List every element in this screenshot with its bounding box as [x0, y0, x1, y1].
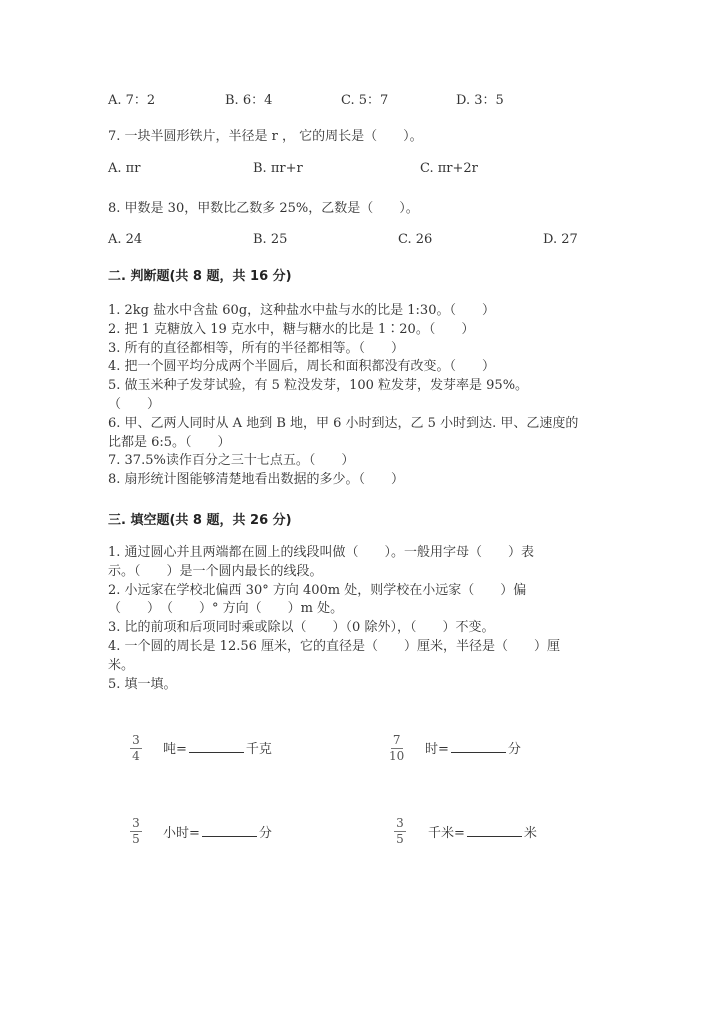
q6-option-b: B. 6：4: [225, 93, 273, 108]
q8-option-a: A. 24: [108, 232, 143, 247]
q6-option-c: C. 5：7: [341, 93, 389, 108]
fill-line: 3. 比的前项和后项同时乘或除以（ ）（0 除外），（ ）不变。: [108, 620, 495, 636]
judge-line: 1. 2kg 盐水中含盐 60g，这种盐水中盐与水的比是 1:30。（ ）: [108, 303, 495, 318]
fraction-3-5: [394, 817, 406, 846]
judge-line: 8. 扇形统计图能够清楚地看出数据的多少。（ ）: [108, 472, 405, 488]
answer-blank[interactable]: [467, 824, 522, 837]
q7-option-c: C. πr+2r: [420, 161, 478, 176]
answer-blank[interactable]: [189, 740, 244, 753]
fraction-3-4: [130, 734, 142, 763]
section3-title: 三. 填空题(共 8 题，共 26 分): [108, 513, 292, 528]
judge-line: 5. 做玉米种子发芽试验，有 5 粒没发芽，100 粒发芽，发芽率是 95%。: [108, 378, 529, 394]
numerator: 3: [132, 816, 140, 830]
numerator: 3: [396, 816, 404, 830]
section3-questions: [108, 544, 608, 694]
conversion-4: [428, 822, 537, 841]
q7-option-a: A. πr: [108, 161, 141, 176]
fill-line: 示。（ ）是一个圆内最长的线段。: [108, 563, 323, 579]
q6-option-a: A. 7：2: [108, 93, 156, 108]
q6-option-d: D. 3：5: [456, 93, 504, 108]
q8-stem: 8. 甲数是 30，甲数比乙数多 25%，乙数是（ ）。: [108, 201, 419, 216]
section2-title: 二. 判断题(共 8 题，共 16 分): [108, 269, 292, 284]
fill-line: 2. 小远家在学校北偏西 30° 方向 400m 处，则学校在小远家（ ）偏: [108, 582, 527, 598]
fraction-7-10: [389, 734, 404, 763]
conversion-3: [163, 822, 272, 841]
fill-line: 米。: [108, 657, 135, 673]
q7-stem: 7. 一块半圆形铁片，半径是 r ， 它的周长是（ ）。: [108, 129, 423, 144]
answer-blank[interactable]: [202, 824, 257, 837]
denominator: 10: [389, 749, 405, 763]
judge-line: 3. 所有的直径都相等，所有的半径都相等。（ ）: [108, 340, 405, 356]
judge-line: 比都是 6:5。（ ）: [108, 434, 231, 450]
conversion-1: [163, 738, 272, 757]
fraction-3-5: [130, 817, 142, 846]
fill-line: （ ） （ ）° 方向（ ）m 处。: [108, 601, 344, 617]
q8-option-b: B. 25: [253, 232, 288, 247]
unit: 千米=: [428, 826, 465, 841]
judge-line: （ ）: [108, 396, 161, 412]
denominator: 5: [396, 832, 404, 846]
judge-line: 4. 把一个圆平均分成两个半圆后，周长和面积都没有改变。（ ）: [108, 359, 496, 375]
section2-questions: [108, 302, 608, 490]
unit: 时=: [425, 742, 449, 757]
q8-option-c: C. 26: [398, 232, 433, 247]
fill-line: 1. 通过圆心并且两端都在圆上的线段叫做（ ）。一般用字母（ ）表: [108, 545, 535, 560]
judge-line: 2. 把 1 克糖放入 19 克水中，糖与糖水的比是 1∶20。（ ）: [108, 321, 475, 337]
target-unit: 分: [507, 742, 521, 757]
fill-line: 4. 一个圆的周长是 12.56 厘米，它的直径是（ ）厘米，半径是（ ）厘: [108, 638, 561, 654]
q8-option-d: D. 27: [543, 232, 578, 247]
fill-line: 5. 填一填。: [108, 676, 177, 692]
denominator: 5: [132, 832, 140, 846]
unit: 小时=: [163, 826, 200, 841]
target-unit: 分: [258, 826, 272, 841]
target-unit: 米: [523, 826, 537, 841]
judge-line: 6. 甲、乙两人同时从 A 地到 B 地，甲 6 小时到达，乙 5 小时到达. 甲、乙速度的: [108, 415, 579, 431]
unit: 吨=: [163, 742, 187, 757]
numerator: 3: [132, 733, 140, 747]
judge-line: 7. 37.5%读作百分之三十七点五。（ ）: [108, 453, 355, 469]
target-unit: 千克: [245, 742, 272, 757]
q7-option-b: B. πr+r: [253, 161, 303, 176]
answer-blank[interactable]: [451, 740, 506, 753]
conversion-2: [425, 738, 521, 757]
denominator: 4: [132, 749, 140, 763]
numerator: 7: [392, 733, 401, 747]
